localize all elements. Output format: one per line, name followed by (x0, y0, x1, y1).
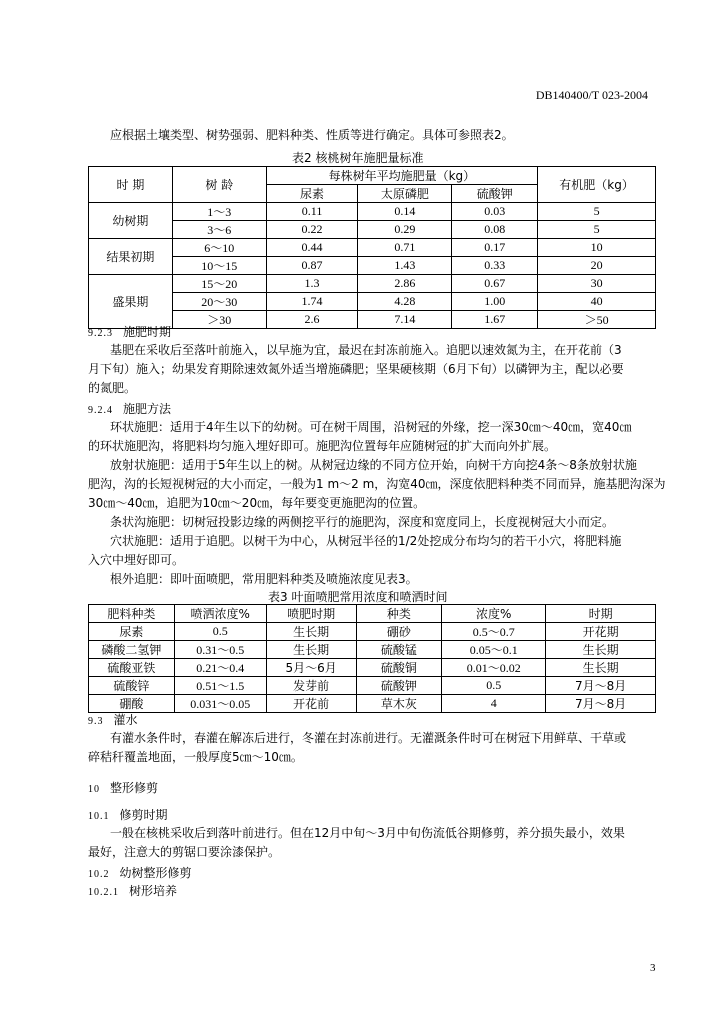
table-cell: 草木灰 (356, 695, 442, 713)
table3-caption: 表3 叶面喷肥常用浓度和喷洒时间 (268, 590, 448, 604)
table-cell: 生长期 (546, 641, 656, 659)
table-cell: 硫酸钾 (356, 677, 442, 695)
table-cell: 0.44 (266, 239, 358, 257)
paragraph-line: 基肥在采收后至落叶前施入，以早施为宜，最迟在封冻前施入。追肥以速效氮为主，在开花前（3 (110, 343, 622, 357)
table-cell: 硫酸锌 (89, 677, 175, 695)
section-title: 施肥时期 (123, 325, 172, 339)
table-cell: 1.00 (452, 293, 538, 311)
table-cell: ＞30 (172, 311, 266, 329)
table2-caption: 表2 核桃树年施肥量标准 (292, 151, 424, 165)
section-number: 9.2.3 (88, 328, 113, 339)
table-cell: 3～6 (172, 221, 266, 239)
paragraph-line: 放射状施肥：适用于5年生以上的树。从树冠边缘的不同方位开始，向树干方向挖4条～8条放射状施 (110, 458, 637, 472)
table-cell: 1.74 (266, 293, 358, 311)
paragraph-line: 穴状施肥：适用于追肥。以树干为中心，从树冠半径的1/2处挖成分布均匀的若干小穴，将肥料施 (110, 534, 622, 548)
table-header: 肥料种类 (89, 605, 175, 623)
section-number: 9.3 (88, 716, 104, 727)
header-organic: 有机肥（kg） (538, 167, 656, 203)
table-header: 种类 (356, 605, 442, 623)
table-cell: 0.01～0.02 (442, 659, 546, 677)
table-cell: 尿素 (89, 623, 175, 641)
table-cell: 10～15 (172, 257, 266, 275)
table-cell: 4 (442, 695, 546, 713)
table-cell: 10 (538, 239, 656, 257)
table-cell: 生长期 (546, 659, 656, 677)
section-10-1 (88, 806, 168, 823)
table-cell: 硫酸铜 (356, 659, 442, 677)
paragraph-line: 根外追肥：即叶面喷肥，常用肥料种类及喷施浓度见表3。 (110, 572, 418, 586)
foliar-spray-table (88, 604, 656, 713)
section-title: 幼树整形修剪 (119, 866, 192, 880)
table-cell: 30 (538, 275, 656, 293)
table-cell: 0.67 (452, 275, 538, 293)
table-cell: 7月～8月 (546, 677, 656, 695)
table-cell: 开花前 (266, 695, 356, 713)
section-title: 灌水 (113, 713, 138, 727)
page-number: 3 (650, 962, 656, 974)
section-title: 整形修剪 (110, 781, 159, 795)
paragraph-line: 肥沟，沟的长短视树冠的大小而定，一般为1 m～2 m，沟宽40㎝，深度依肥料种类不同而异，施基肥沟深为 (88, 477, 666, 491)
table-cell: 6～10 (172, 239, 266, 257)
paragraph-line: 环状施肥：适用于4年生以下的幼树。可在树干周围，沿树冠的外缘，挖一深30㎝～40㎝，宽40㎝ (110, 420, 632, 434)
section-title: 修剪时期 (119, 808, 168, 822)
table-header: 浓度% (442, 605, 546, 623)
section-number: 10.2.1 (88, 887, 119, 898)
paragraph-line: 的氮肥。 (88, 381, 137, 395)
section-9-2-4 (88, 400, 171, 417)
section-10 (88, 779, 158, 796)
table-cell: 0.05～0.1 (442, 641, 546, 659)
paragraph-line: 月下旬）施入；幼果发育期除速效氮外适当增施磷肥；坚果硬核期（6月下旬）以磷钾为主，配以必要 (88, 362, 624, 376)
table-cell: 0.5 (442, 677, 546, 695)
section-10-2-1 (88, 882, 177, 899)
table-cell: 0.5～0.7 (442, 623, 546, 641)
table-cell: 15～20 (172, 275, 266, 293)
period-young: 幼树期 (89, 203, 173, 239)
table-cell: 0.5 (174, 623, 266, 641)
table-cell: 7.14 (358, 311, 452, 329)
paragraph-line: 入穴中埋好即可。 (88, 553, 185, 567)
table-cell: 1～3 (172, 203, 266, 221)
table-cell: 磷酸二氢钾 (89, 641, 175, 659)
document-code: DB140400/T 023-2004 (535, 88, 648, 102)
section-9-2-3 (88, 323, 171, 340)
table-cell: 1.43 (358, 257, 452, 275)
header-urea: 尿素 (266, 185, 358, 203)
table-cell: 0.14 (358, 203, 452, 221)
table-cell: 0.29 (358, 221, 452, 239)
table-cell: 0.87 (266, 257, 358, 275)
period-full-fruiting: 盛果期 (89, 275, 173, 329)
table-cell: 0.33 (452, 257, 538, 275)
paragraph-line: 条状沟施肥：切树冠投影边缘的两侧挖平行的施肥沟，深度和宽度同上，长度视树冠大小而定。 (110, 515, 615, 529)
table-cell: 发芽前 (266, 677, 356, 695)
table-cell: 7月～8月 (546, 695, 656, 713)
section-9-3 (88, 711, 138, 728)
header-potash: 硫酸钾 (452, 185, 538, 203)
table-cell: 0.031～0.05 (174, 695, 266, 713)
table-cell: 2.6 (266, 311, 358, 329)
table-cell: 40 (538, 293, 656, 311)
paragraph-line: 最好，注意大的剪锯口要涂漆保护。 (88, 845, 281, 859)
table-cell: 0.11 (266, 203, 358, 221)
table-header: 喷洒浓度% (174, 605, 266, 623)
table-cell: 5 (538, 203, 656, 221)
header-phosphate: 太原磷肥 (358, 185, 452, 203)
section-number: 10 (88, 784, 100, 795)
table-cell: 0.31～0.5 (174, 641, 266, 659)
table-cell: 生长期 (266, 641, 356, 659)
table-cell: 硼酸 (89, 695, 175, 713)
table-cell: 硼砂 (356, 623, 442, 641)
table-cell: ＞50 (538, 311, 656, 329)
table-cell: 0.51～1.5 (174, 677, 266, 695)
table-header: 时期 (546, 605, 656, 623)
header-period: 时 期 (89, 167, 173, 203)
section-title: 树形培养 (129, 884, 178, 898)
table-header: 喷肥时期 (266, 605, 356, 623)
section-number: 10.2 (88, 869, 110, 880)
paragraph-line: 碎秸秆覆盖地面，一般厚度5㎝～10㎝。 (88, 750, 303, 764)
table-cell: 0.08 (452, 221, 538, 239)
table-cell: 0.03 (452, 203, 538, 221)
table-cell: 2.86 (358, 275, 452, 293)
table-cell: 0.17 (452, 239, 538, 257)
section-number: 10.1 (88, 811, 110, 822)
fertilizer-amount-table (88, 166, 656, 329)
paragraph-line: 有灌水条件时，春灌在解冻后进行，冬灌在封冻前进行。无灌溉条件时可在树冠下用鲜草、干草或 (110, 731, 627, 745)
table-cell: 5月～6月 (266, 659, 356, 677)
header-age: 树 龄 (172, 167, 266, 203)
paragraph-line: 的环状施肥沟，将肥料均匀施入埋好即可。施肥沟位置每年应随树冠的扩大而向外扩展。 (88, 439, 557, 453)
table-cell: 1.67 (452, 311, 538, 329)
table-cell: 0.71 (358, 239, 452, 257)
section-10-2 (88, 864, 192, 881)
header-annual-amount: 每株树年平均施肥量（kg） (266, 167, 538, 185)
paragraph-line: 一般在核桃采收后到落叶前进行。但在12月中旬～3月中旬伤流低谷期修剪，养分损失最小，效果 (110, 826, 625, 840)
table-cell: 1.3 (266, 275, 358, 293)
period-early-fruiting: 结果初期 (89, 239, 173, 275)
table-cell: 开花期 (546, 623, 656, 641)
intro-paragraph: 应根据土壤类型、树势强弱、肥料种类、性质等进行确定。具体可参照表2。 (110, 128, 514, 142)
table-cell: 4.28 (358, 293, 452, 311)
table-cell: 20 (538, 257, 656, 275)
table-cell: 20～30 (172, 293, 266, 311)
table-cell: 0.22 (266, 221, 358, 239)
table-cell: 5 (538, 221, 656, 239)
section-title: 施肥方法 (123, 402, 172, 416)
table-cell: 0.21～0.4 (174, 659, 266, 677)
table-cell: 生长期 (266, 623, 356, 641)
table-cell: 硫酸锰 (356, 641, 442, 659)
paragraph-line: 30㎝～40㎝，追肥为10㎝～20㎝，每年要变更施肥沟的位置。 (88, 496, 426, 510)
table-cell: 硫酸亚铁 (89, 659, 175, 677)
section-number: 9.2.4 (88, 405, 113, 416)
